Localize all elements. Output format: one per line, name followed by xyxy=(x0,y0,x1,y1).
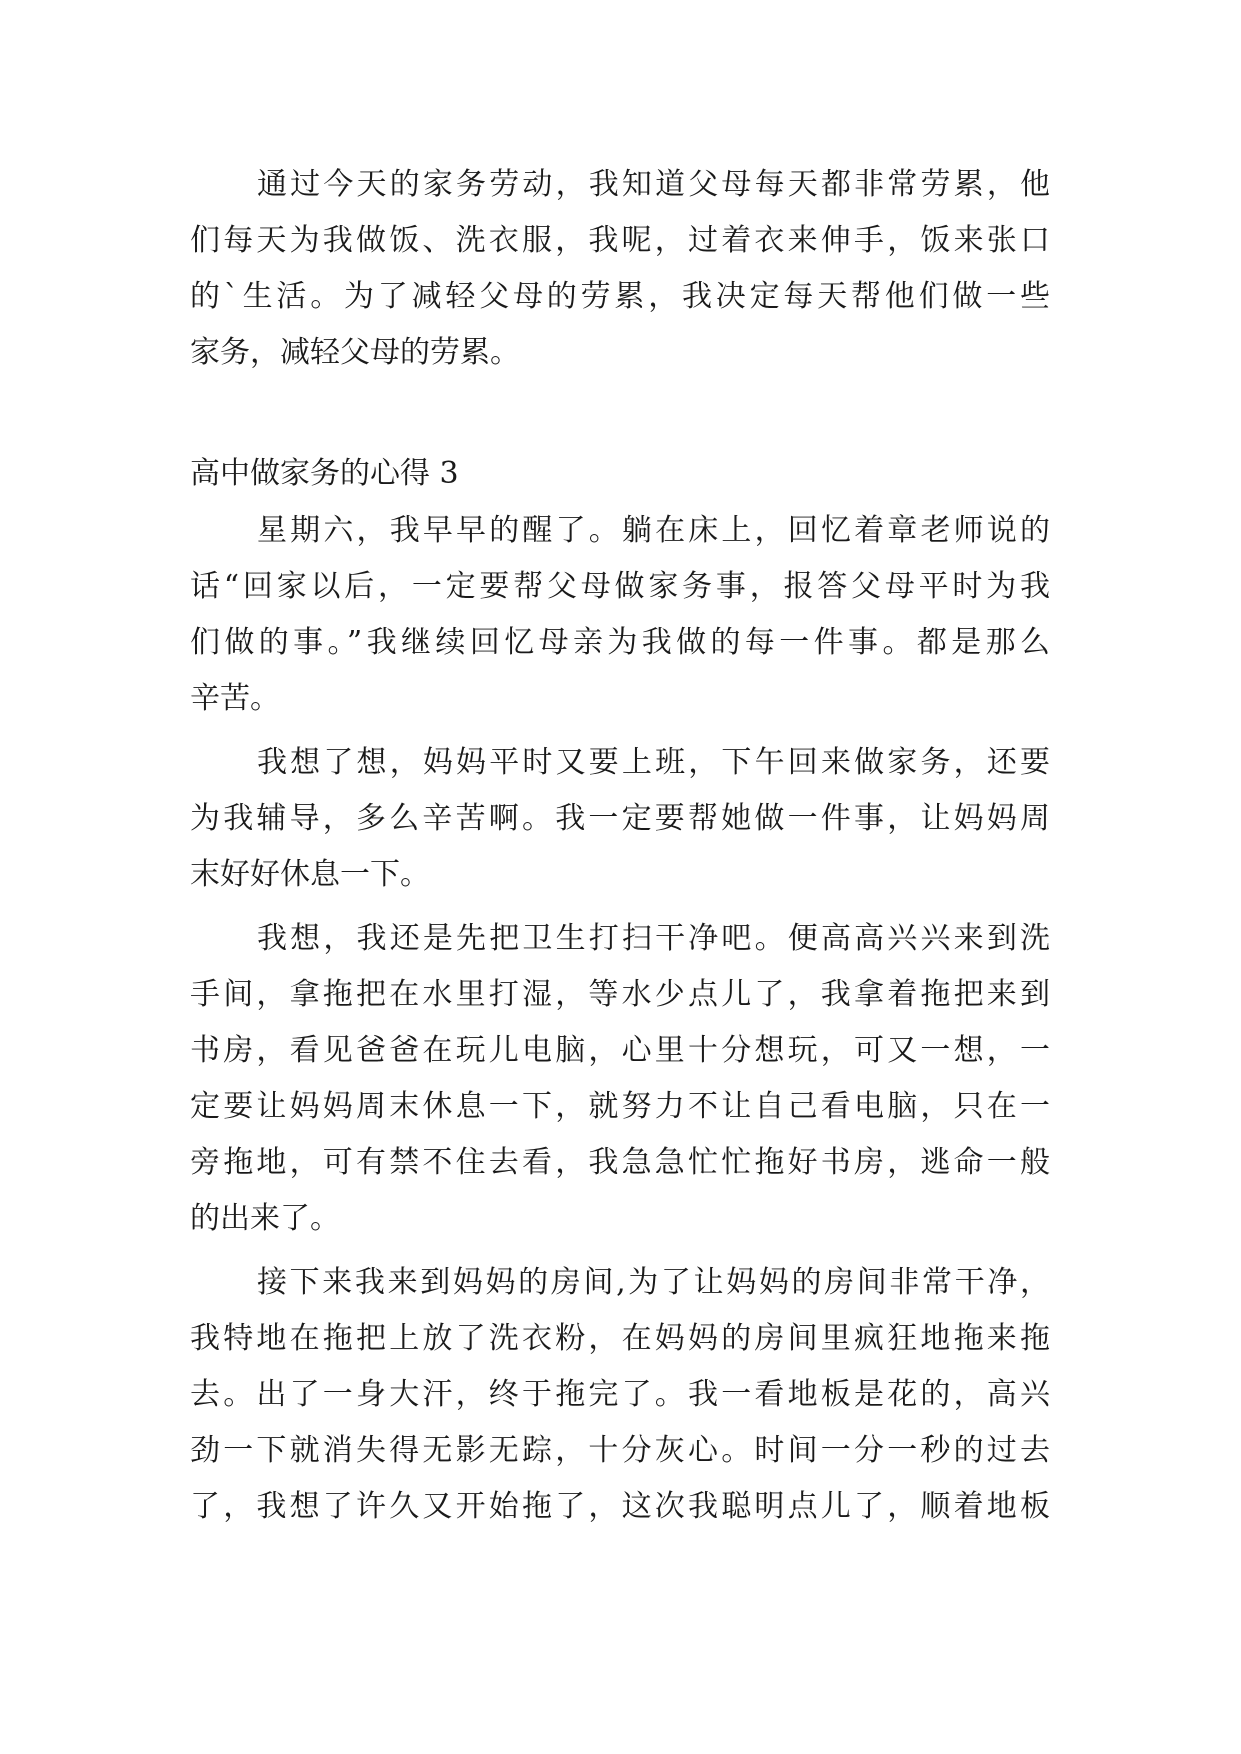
paragraph-5-line-4: 劲一下就消失得无影无踪，十分灰心。时间一分一秒的过去 xyxy=(190,1433,1050,1468)
paragraph-4-line-4: 定要让妈妈周末休息一下，就努力不让自己看电脑，只在一 xyxy=(190,1089,1050,1124)
paragraph-4-line-2: 手间，拿拖把在水里打湿，等水少点儿了，我拿着拖把来到 xyxy=(190,977,1050,1012)
paragraph-3-line-2: 为我辅导，多么辛苦啊。我一定要帮她做一件事，让妈妈周 xyxy=(190,801,1050,836)
paragraph-3-line-1: 我想了想，妈妈平时又要上班，下午回来做家务，还要 xyxy=(257,745,1050,780)
paragraph-5-line-5: 了，我想了许久又开始拖了，这次我聪明点儿了，顺着地板 xyxy=(190,1489,1050,1524)
paragraph-2-line-4: 辛苦。 xyxy=(190,681,280,716)
paragraph-5-line-3: 去。出了一身大汗，终于拖完了。我一看地板是花的，高兴 xyxy=(190,1377,1050,1412)
paragraph-4-line-1: 我想，我还是先把卫生打扫干净吧。便高高兴兴来到洗 xyxy=(257,921,1050,956)
paragraph-2-line-1: 星期六，我早早的醒了。躺在床上，回忆着章老师说的 xyxy=(257,513,1050,548)
paragraph-1-line-3: 的`生活。为了减轻父母的劳累，我决定每天帮他们做一些 xyxy=(190,279,1050,314)
paragraph-1-line-4: 家务，减轻父母的劳累。 xyxy=(190,335,520,370)
paragraph-4-line-6: 的出来了。 xyxy=(190,1201,340,1236)
paragraph-5-line-2: 我特地在拖把上放了洗衣粉，在妈妈的房间里疯狂地拖来拖 xyxy=(190,1321,1050,1356)
paragraph-1-line-2: 们每天为我做饭、洗衣服，我呢，过着衣来伸手，饭来张口 xyxy=(190,223,1050,258)
section-heading: 高中做家务的心得 3 xyxy=(190,456,459,491)
paragraph-2-line-2: 话“回家以后，一定要帮父母做家务事，报答父母平时为我 xyxy=(190,569,1050,604)
paragraph-2-line-3: 们做的事。”我继续回忆母亲为我做的每一件事。都是那么 xyxy=(190,625,1050,660)
paragraph-4-line-3: 书房，看见爸爸在玩儿电脑，心里十分想玩，可又一想，一 xyxy=(190,1033,1050,1068)
paragraph-5-line-1: 接下来我来到妈妈的房间,为了让妈妈的房间非常干净， xyxy=(257,1265,1050,1300)
paragraph-3-line-3: 末好好休息一下。 xyxy=(190,857,430,892)
paragraph-4-line-5: 旁拖地，可有禁不住去看，我急急忙忙拖好书房，逃命一般 xyxy=(190,1145,1050,1180)
paragraph-1-line-1: 通过今天的家务劳动，我知道父母每天都非常劳累，他 xyxy=(257,167,1050,202)
